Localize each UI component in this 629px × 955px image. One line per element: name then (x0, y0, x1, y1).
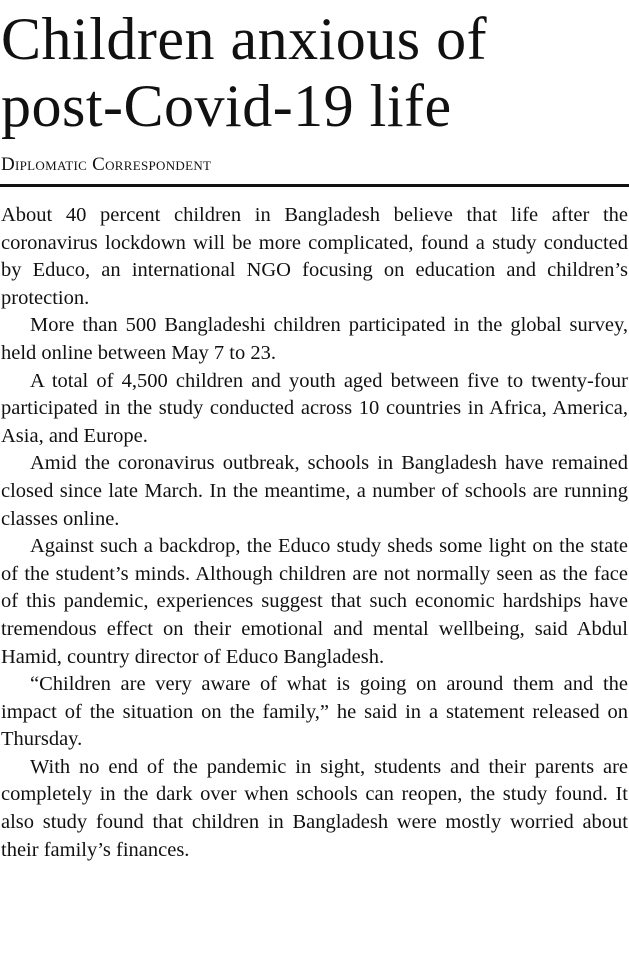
article-paragraph: More than 500 Bangladeshi children participated in the global survey, held online between May 7 to 23. (1, 314, 628, 364)
byline-divider (0, 184, 629, 187)
article-paragraph: With no end of the pandemic in sight, students and their parents are completely in the dark over when schools can reopen, the study found. It also study found that children in Bangladesh were mostly worried about their family’s finances. (1, 755, 628, 861)
article-body (1, 202, 628, 864)
article-headline: Children anxious of post-Covid-19 life (1, 6, 488, 139)
article-paragraph: About 40 percent children in Bangladesh believe that life after the coronavirus lockdown will be more complicated, found a study conducted by Educo, an international NGO focusing on education and children’s protection. (1, 204, 628, 309)
article-paragraph: Amid the coronavirus outbreak, schools in Bangladesh have remained closed since late March. In the meantime, a number of schools are running classes online. (1, 452, 628, 530)
article-paragraph: A total of 4,500 children and youth aged between five to twenty-four participated in the study conducted across 10 countries in Africa, America, Asia, and Europe. (1, 369, 628, 447)
article-paragraph: Against such a backdrop, the Educo study sheds some light on the state of the student’s minds. Although children are not normally seen as the face of this pandemic, experiences suggest that such economic hardships have tremendous effect on their emotional and mental wellbeing, said Abdul Hamid, country director of Educo Bangladesh. (1, 535, 628, 668)
article-byline: Diplomatic Correspondent (1, 154, 212, 175)
article-paragraph: “Children are very aware of what is going on around them and the impact of the situation on the family,” he said in a statement released on Thursday. (1, 673, 628, 751)
